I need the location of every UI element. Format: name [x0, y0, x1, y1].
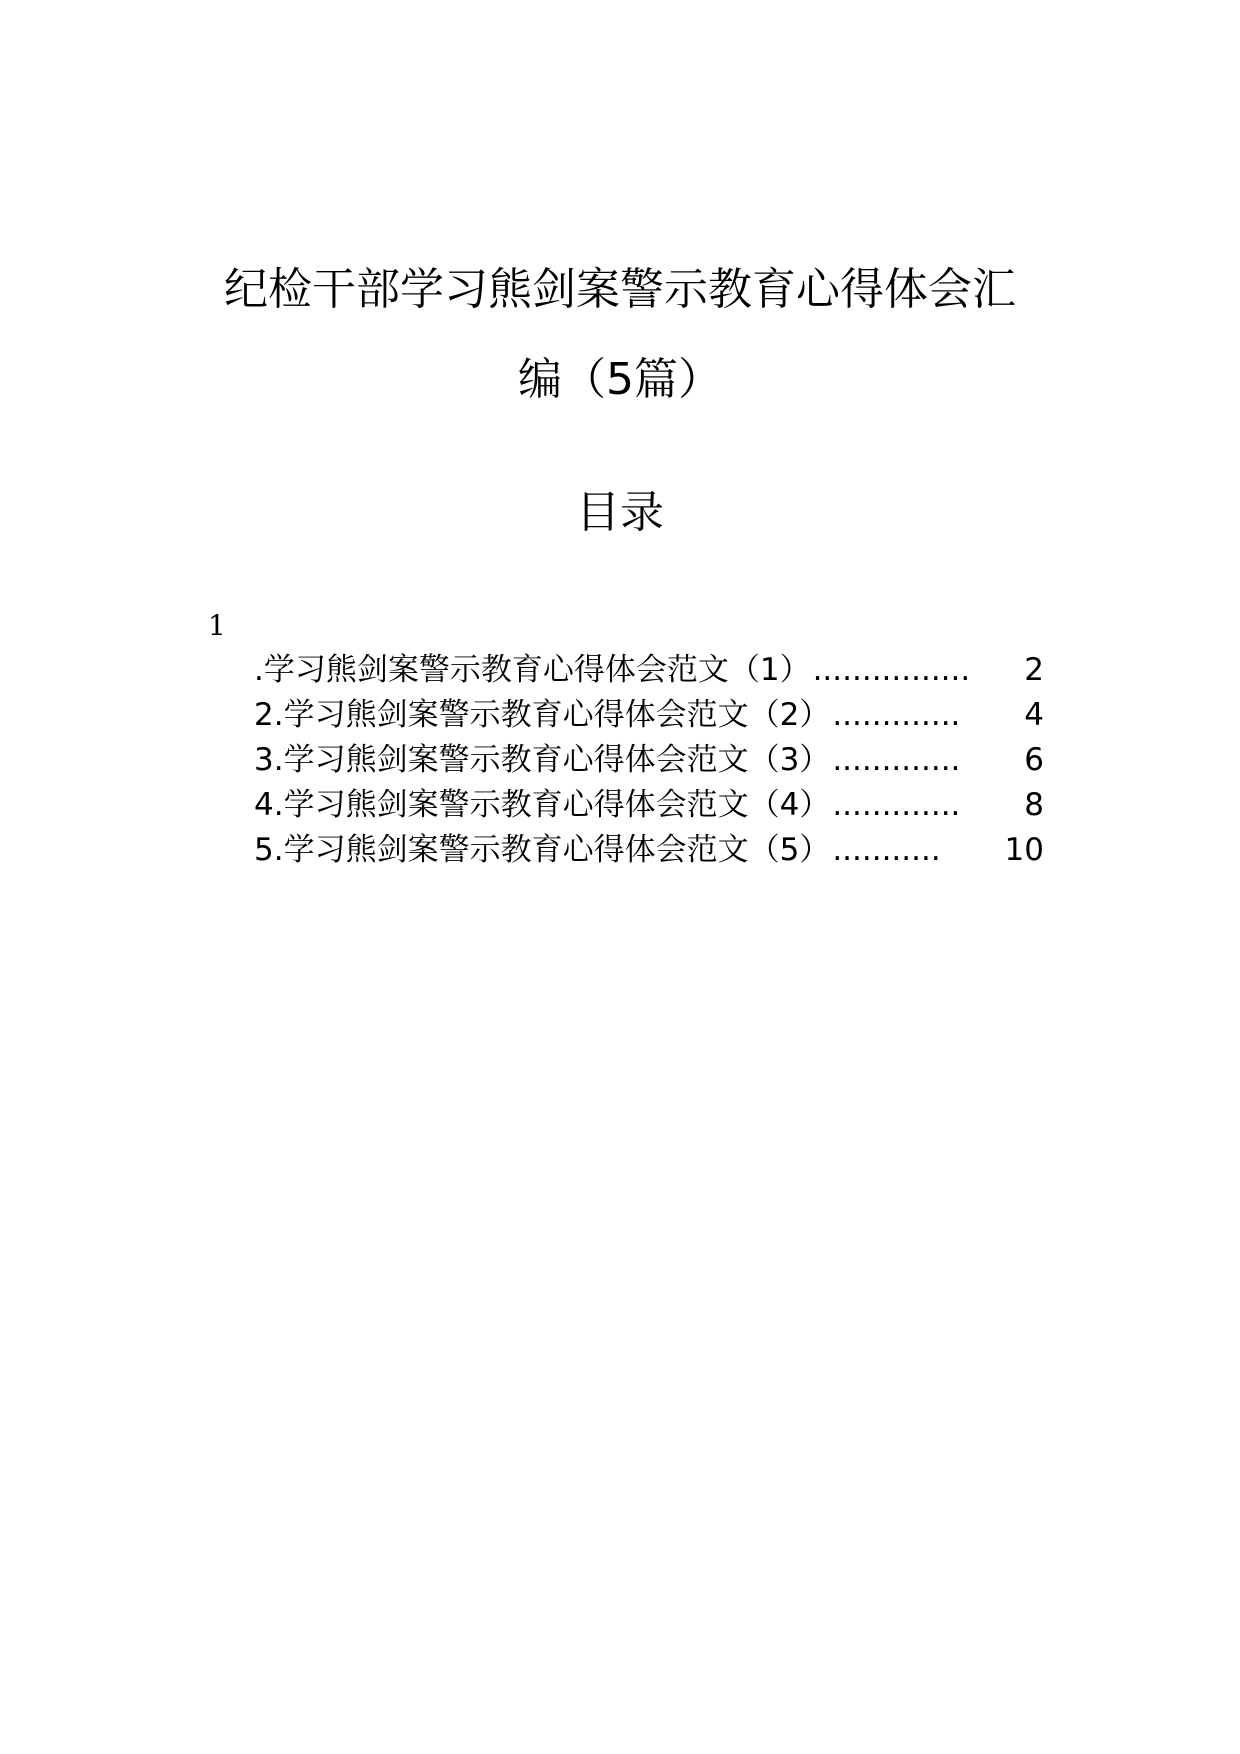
document-title-line-2: 编（5篇） [518, 354, 722, 405]
toc-entry-text: 5.学习熊剑案警示教育心得体会范文（5） [254, 832, 831, 868]
toc-entry-page-number: 10 [1004, 832, 1044, 868]
toc-entry-text: 4.学习熊剑案警示教育心得体会范文（4） [254, 787, 831, 823]
table-of-contents [254, 648, 1044, 873]
toc-entry-text: 3.学习熊剑案警示教育心得体会范文（3） [254, 742, 831, 778]
document-title-line-1: 纪检干部学习熊剑案警示教育心得体会汇 [224, 264, 1016, 315]
toc-entry-page-number: 8 [1024, 787, 1044, 823]
toc-entry[interactable] [254, 738, 1044, 783]
toc-entry[interactable] [254, 648, 1044, 693]
toc-entry[interactable] [254, 783, 1044, 828]
toc-entry-leader: ............. [832, 742, 961, 778]
toc-entry-leader: ............. [832, 697, 961, 733]
toc-entry-text: .学习熊剑案警示教育心得体会范文（1） [254, 652, 811, 688]
toc-entry-leader: ............. [832, 787, 961, 823]
toc-entry-text: 2.学习熊剑案警示教育心得体会范文（2） [254, 697, 831, 733]
toc-entry[interactable] [254, 828, 1044, 873]
toc-entry-page-number: 4 [1024, 697, 1044, 733]
toc-entry[interactable] [254, 693, 1044, 738]
page-marker: 1 [208, 609, 226, 642]
toc-heading: 目录 [576, 487, 664, 538]
toc-entry-page-number: 2 [1024, 652, 1044, 688]
toc-entry-leader: ........... [832, 832, 941, 868]
toc-entry-page-number: 6 [1024, 742, 1044, 778]
toc-entry-leader: ................ [812, 652, 971, 688]
